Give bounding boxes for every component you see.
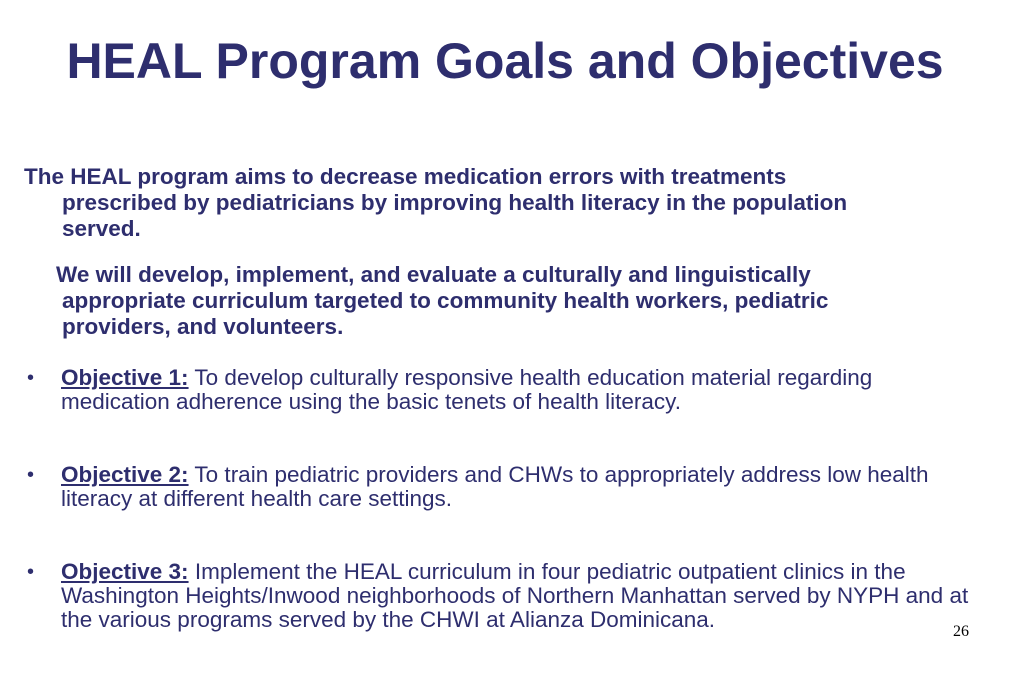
slide-title: HEAL Program Goals and Objectives <box>66 33 944 89</box>
objective-item-2 <box>24 463 984 511</box>
intro-paragraph-text: The HEAL program aims to decrease medication errors with treatments prescribed by pediatricians by improving health literacy in the population served. <box>24 164 848 241</box>
page-number: 26 <box>953 623 969 640</box>
bullet-icon: • <box>27 561 35 583</box>
approach-paragraph <box>24 262 904 340</box>
objective-label: Objective 1: <box>61 365 189 390</box>
bullet-icon: • <box>27 464 35 486</box>
objective-text: To train pediatric providers and CHWs to appropriately address low health literacy at different health care settings. <box>61 462 929 511</box>
objective-item-1 <box>24 366 984 414</box>
approach-paragraph-text: We will develop, implement, and evaluate a culturally and linguistically appropriate curriculum targeted to community health workers, pediatric providers, and volunteers. <box>56 262 829 339</box>
intro-paragraph <box>24 164 904 242</box>
objective-label: Objective 2: <box>61 462 189 487</box>
objective-item-3 <box>24 560 984 632</box>
objective-label: Objective 3: <box>61 559 189 584</box>
bullet-icon: • <box>27 367 35 389</box>
objective-text: Implement the HEAL curriculum in four pediatric outpatient clinics in the Washington Heights/Inwood neighborhoods of Northern Manhattan served by NYPH and at the various programs served by the CHWI at Alianza Dominicana. <box>61 559 969 632</box>
objective-text: To develop culturally responsive health education material regarding medication adherence using the basic tenets of health literacy. <box>61 365 873 414</box>
